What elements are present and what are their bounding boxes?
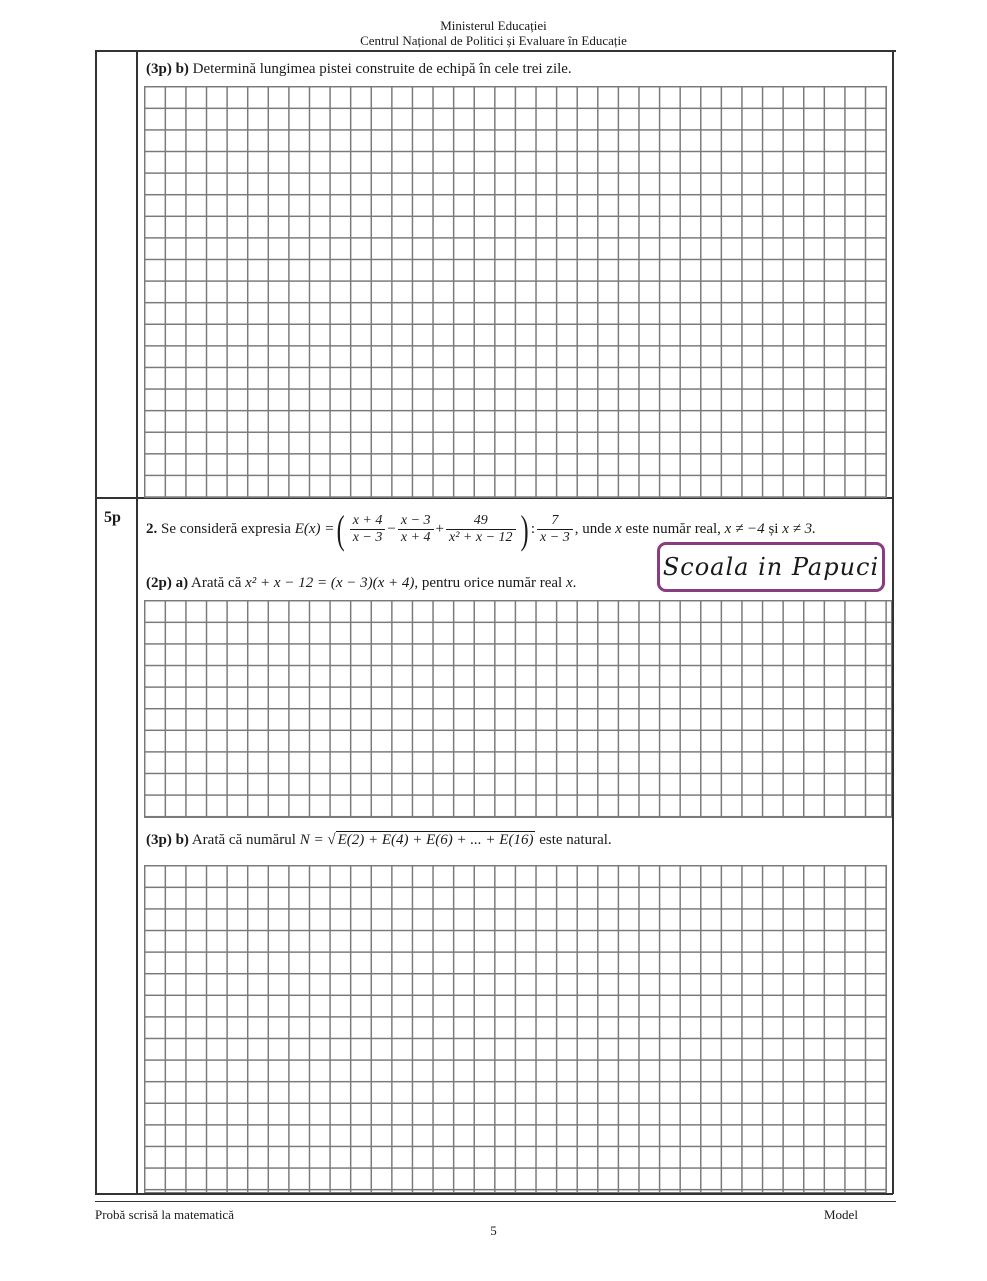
op-minus: − (387, 521, 396, 537)
footer-exam-title: Probă scrisă la matematică (95, 1207, 234, 1222)
question-2a-text2: , pentru orice număr real (414, 575, 566, 591)
sqrt-symbol: √ (327, 832, 336, 848)
op-plus: + (435, 521, 444, 537)
points-column-5p: 5p (104, 509, 121, 526)
condition-2: x ≠ 3. (782, 521, 816, 537)
header-ministry: Ministerul Educației (440, 18, 547, 33)
answer-grid-2a[interactable] (144, 600, 892, 818)
question-1b-points: (3p) b) (146, 61, 189, 77)
question-2b-text1: Arată că numărul (188, 832, 300, 848)
fraction-4 (537, 513, 573, 546)
question-2-tail2: este număr real, (621, 521, 725, 537)
footer-rule (95, 1201, 896, 1202)
op-divide: : (530, 521, 536, 537)
fraction-2-num: x − 3 (398, 513, 434, 530)
left-paren: ( (337, 506, 346, 552)
expression-lhs: E(x) = (294, 521, 335, 537)
frame-bottom (95, 1193, 893, 1195)
question-2a-points: (2p) a) (146, 575, 189, 591)
fraction-3 (446, 513, 516, 546)
question-2b (146, 831, 612, 849)
fraction-1-num: x + 4 (350, 513, 386, 530)
answer-grid-1b[interactable] (144, 86, 887, 498)
var-x: x (615, 521, 622, 537)
right-paren: ) (520, 506, 529, 552)
page-number: 5 (490, 1223, 497, 1238)
frame-left (95, 50, 97, 1194)
answer-grid-2b[interactable] (144, 865, 887, 1193)
question-2b-text2: este natural. (535, 832, 612, 848)
formula-radicand: E(2) + E(4) + E(6) + ... + E(16) (337, 832, 534, 848)
fraction-4-num: 7 (537, 513, 573, 530)
question-2a-end: . (572, 575, 577, 591)
conjunction: și (764, 521, 783, 537)
frame-top (95, 50, 896, 52)
watermark-stamp (657, 542, 885, 592)
question-2b-points: (3p) b) (146, 832, 189, 848)
stamp-text: Scoala in Papuci (662, 553, 880, 581)
fraction-4-den: x − 3 (540, 530, 570, 546)
fraction-3-den: x² + x − 12 (449, 530, 513, 546)
formula-n: N = (299, 832, 324, 848)
question-2-intro: Se consideră expresia (157, 521, 295, 537)
header-center: Centrul Național de Politici și Evaluare în Educație (360, 33, 627, 48)
question-2a-text1: Arată că (188, 575, 246, 591)
fraction-2 (398, 513, 434, 546)
question-1b-text: Determină lungimea pistei construite de echipă în cele trei zile. (188, 61, 572, 77)
condition-1: x ≠ −4 (724, 521, 765, 537)
footer-model: Model (824, 1207, 858, 1222)
question-2-number: 2. (146, 521, 158, 537)
fraction-2-den: x + 4 (400, 530, 431, 546)
question-2a-formula: x² + x − 12 = (x − 3)(x + 4) (245, 575, 415, 591)
frame-right (892, 50, 894, 1194)
question-1b (146, 60, 572, 78)
frame-column-divider (136, 50, 138, 1194)
question-2-tail: , unde (574, 521, 616, 537)
fraction-1 (350, 513, 386, 546)
question-2a (146, 574, 576, 592)
question-2a-var: x (565, 575, 573, 591)
fraction-3-num: 49 (446, 513, 516, 530)
fraction-1-den: x − 3 (352, 530, 383, 546)
